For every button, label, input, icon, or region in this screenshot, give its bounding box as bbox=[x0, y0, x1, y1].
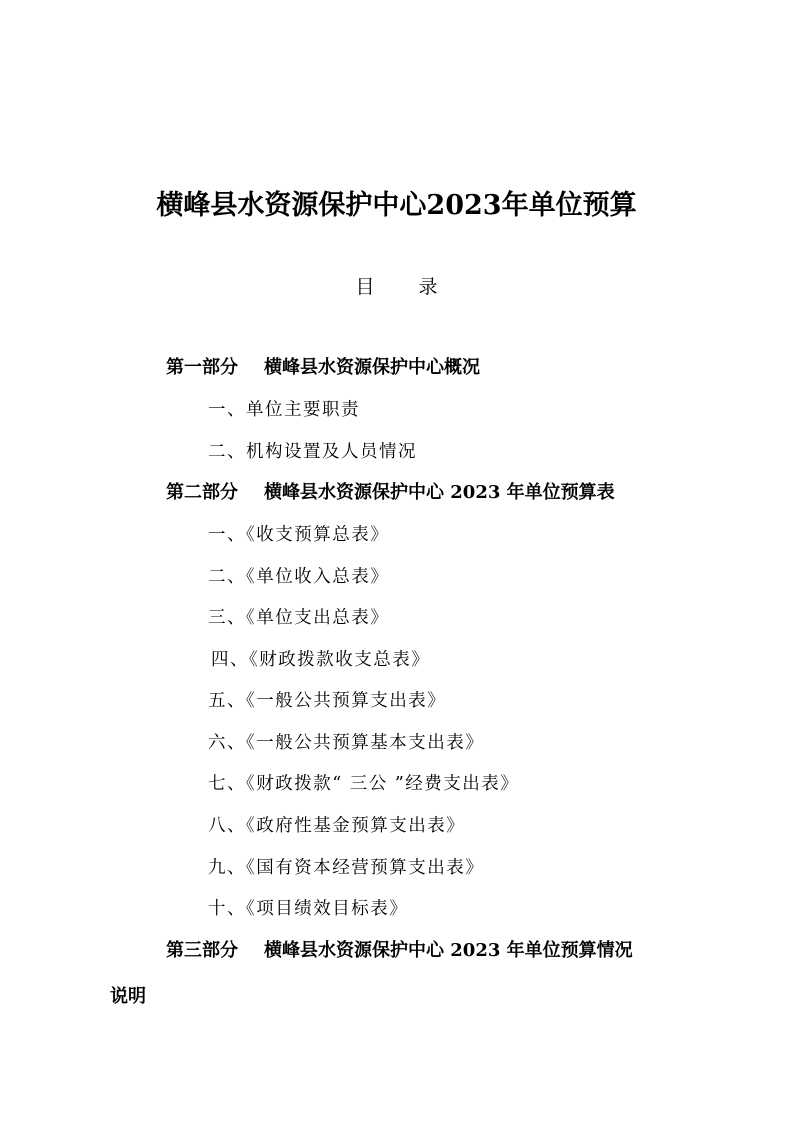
toc-heading: 目录 bbox=[355, 276, 482, 298]
part-label: 第一部分 bbox=[166, 357, 238, 378]
toc-part-2 bbox=[166, 482, 615, 504]
toc-item: 七、《财政拨款“ 三公 ”经费支出表》 bbox=[208, 774, 520, 794]
part-name: 横峰县水资源保护中心概况 bbox=[264, 357, 480, 378]
toc-item: 二、机构设置及人员情况 bbox=[208, 442, 417, 462]
document-title: 横峰县水资源保护中心2023年单位预算 bbox=[156, 190, 637, 221]
part-name: 横峰县水资源保护中心 2023 年单位预算情况 bbox=[264, 940, 633, 961]
toc-item: 二、《单位收入总表》 bbox=[208, 567, 390, 587]
toc-item: 五、《一般公共预算支出表》 bbox=[208, 691, 447, 711]
toc-item: 四、《财政拨款收支总表》 bbox=[211, 650, 431, 670]
toc-part-3-continuation: 说明 bbox=[110, 986, 146, 1007]
toc-item: 八、《政府性基金预算支出表》 bbox=[208, 816, 466, 836]
toc-item: 一、单位主要职责 bbox=[208, 400, 360, 420]
part-label: 第三部分 bbox=[166, 940, 238, 961]
toc-item: 六、《一般公共预算基本支出表》 bbox=[208, 733, 485, 753]
toc-item: 九、《国有资本经营预算支出表》 bbox=[208, 858, 485, 878]
toc-part-3 bbox=[166, 940, 633, 962]
part-name: 横峰县水资源保护中心 2023 年单位预算表 bbox=[264, 482, 615, 503]
toc-part-1 bbox=[166, 357, 480, 379]
toc-item: 十、《项目绩效目标表》 bbox=[208, 899, 409, 919]
toc-item: 三、《单位支出总表》 bbox=[208, 608, 390, 628]
toc-item: 一、《收支预算总表》 bbox=[208, 525, 390, 545]
part-label: 第二部分 bbox=[166, 482, 238, 503]
